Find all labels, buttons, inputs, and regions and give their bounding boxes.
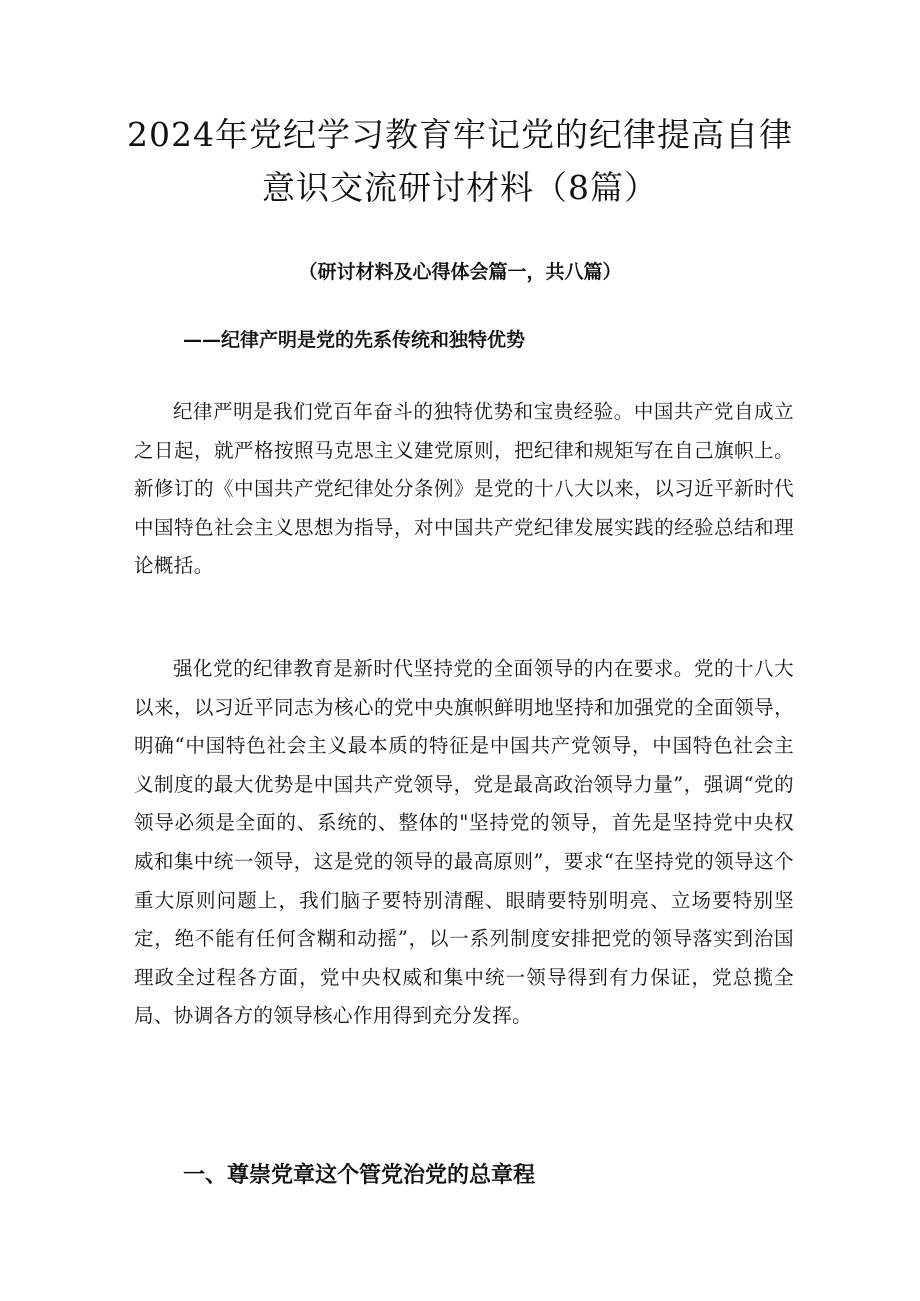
document-title: 2024年党纪学习教育牢记党的纪律提高自律意识交流研讨材料（8篇） xyxy=(127,115,793,207)
section-lead: ——纪律产明是党的先系传统和独特优势 xyxy=(183,329,526,351)
body-paragraph-1: 纪律严明是我们党百年奋斗的独特优势和宝贵经验。中国共产党自成立之日起，就严格按照马克思主义建党原则，把纪律和规矩写在自己旗帜上。新修订的《中国共产党纪律处分条例》是党的十八大以来，以习近平新时代中国特色社会主义思想为指导，对中国共产党纪律发展实践的经验总结和理论概括。 xyxy=(134,400,794,578)
body-paragraph-2: 强化党的纪律教育是新时代坚持党的全面领导的内在要求。党的十八大以来，以习近平同志为核心的党中央旗帜鲜明地坚持和加强党的全面领导，明确“中国特色社会主义最本质的特征是中国共产党领导，中国特色社会主义制度的最大优势是中国共产党领导，党是最高政治领导力量”，强调“党的领导必须是全面的、系统的、整体的"坚持党的领导，首先是坚持党中央权威和集中统一领导，这是党的领导的最高原则”，要求“在坚持党的领导这个重大原则问题上，我们脑子要特别清醒、眼睛要特别明亮、立场要特别坚定，绝不能有任何含糊和动摇”，以一系列制度安排把党的领导落实到治国理政全过程各方面，党中央权威和集中统一领导得到有力保证，党总揽全局、协调各方的领导核心作用得到充分发挥。 xyxy=(134,657,794,1028)
document-subtitle: （研讨材料及心得体会篇一，共八篇） xyxy=(298,261,622,283)
section-heading-1: 一、尊崇党章这个管党治党的总章程 xyxy=(183,1163,536,1188)
